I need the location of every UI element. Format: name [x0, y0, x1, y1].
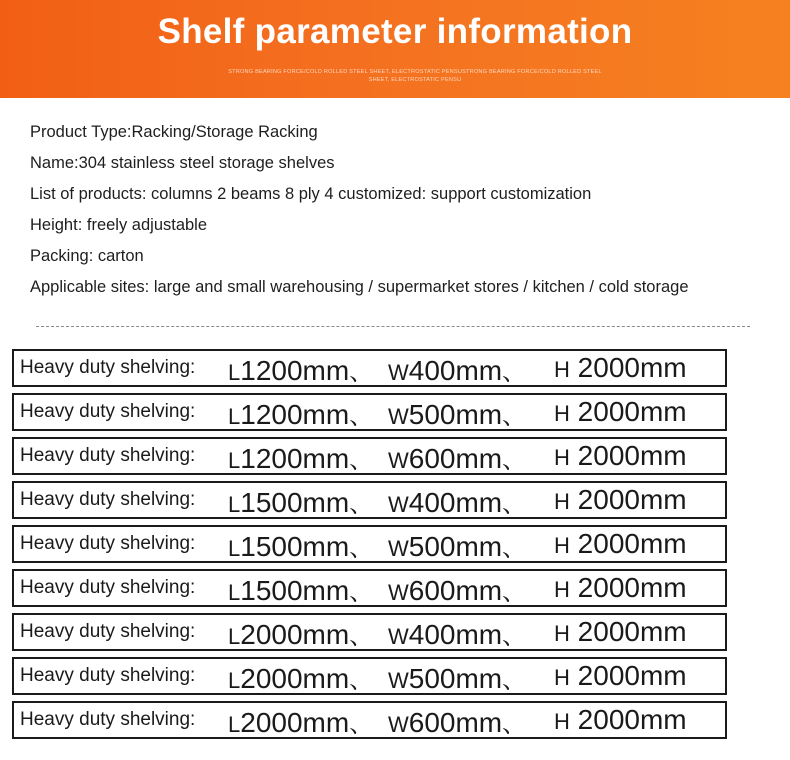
length-value: [228, 616, 373, 651]
separator: 、: [502, 535, 527, 562]
height-value: [554, 484, 687, 516]
size-row: [12, 437, 727, 475]
width-axis-label: W: [388, 404, 409, 429]
height-value: [554, 528, 687, 560]
length-text: 1200mm: [240, 399, 350, 430]
size-row: [12, 481, 727, 519]
height-text: 2000mm: [577, 484, 687, 515]
width-text: 400mm: [408, 487, 503, 518]
spec-height: Height: freely adjustable: [30, 216, 208, 234]
width-text: 400mm: [408, 619, 503, 650]
width-text: 400mm: [408, 355, 503, 386]
height-value: [554, 440, 687, 472]
height-value: [554, 704, 687, 736]
width-value: [388, 616, 526, 651]
length-text: 1500mm: [240, 531, 350, 562]
size-row: [12, 657, 727, 695]
height-axis-label: H: [554, 533, 570, 558]
height-text: 2000mm: [577, 396, 687, 427]
separator: 、: [502, 491, 527, 518]
width-axis-label: W: [388, 448, 409, 473]
width-value: [388, 484, 526, 519]
length-value: [228, 484, 373, 519]
width-value: [388, 572, 526, 607]
height-text: 2000mm: [577, 440, 687, 471]
spec-list-of-products: List of products: columns 2 beams 8 ply 4 customized: support customization: [30, 185, 592, 203]
length-axis-label: L: [228, 360, 241, 385]
length-axis-label: L: [228, 448, 241, 473]
page-subtitle: STRONG BEARING FORCE/COLD ROLLED STEEL SHEET, ELECTROSTATIC PENSUSTRONG BEARING FORCE/COLD ROLLED STEEL SHEET, ELECTROSTATIC PENSU: [228, 69, 602, 83]
width-value: [388, 396, 526, 431]
dashed-divider: [36, 326, 750, 327]
size-row-label: Heavy duty shelving:: [20, 621, 196, 642]
length-value: [228, 704, 373, 739]
length-value: [228, 528, 373, 563]
size-row-label: Heavy duty shelving:: [20, 401, 196, 422]
width-axis-label: W: [388, 580, 409, 605]
size-row: [12, 613, 727, 651]
size-row: [12, 393, 727, 431]
size-row-label: Heavy duty shelving:: [20, 533, 196, 554]
height-axis-label: H: [554, 445, 570, 470]
length-axis-label: L: [228, 404, 241, 429]
width-text: 500mm: [408, 663, 503, 694]
length-axis-label: L: [228, 536, 241, 561]
separator: 、: [349, 623, 374, 650]
size-row-label: Heavy duty shelving:: [20, 665, 196, 686]
height-value: [554, 572, 687, 604]
width-value: [388, 440, 526, 475]
length-value: [228, 396, 373, 431]
size-row: [12, 569, 727, 607]
height-axis-label: H: [554, 665, 570, 690]
width-text: 600mm: [408, 575, 503, 606]
size-row: [12, 525, 727, 563]
separator: 、: [502, 403, 527, 430]
size-row-label: Heavy duty shelving:: [20, 489, 196, 510]
width-value: [388, 660, 526, 695]
width-value: [388, 528, 526, 563]
length-text: 2000mm: [240, 663, 350, 694]
width-text: 500mm: [408, 531, 503, 562]
height-value: [554, 660, 687, 692]
length-text: 1200mm: [240, 355, 350, 386]
length-value: [228, 440, 373, 475]
width-axis-label: W: [388, 492, 409, 517]
height-text: 2000mm: [577, 572, 687, 603]
separator: 、: [349, 711, 374, 738]
width-axis-label: W: [388, 536, 409, 561]
length-value: [228, 660, 373, 695]
width-text: 500mm: [408, 399, 503, 430]
size-row-label: Heavy duty shelving:: [20, 709, 196, 730]
separator: 、: [349, 535, 374, 562]
length-axis-label: L: [228, 712, 241, 737]
length-text: 1500mm: [240, 487, 350, 518]
separator: 、: [349, 359, 374, 386]
height-text: 2000mm: [577, 660, 687, 691]
width-value: [388, 352, 526, 387]
length-value: [228, 572, 373, 607]
spec-name: Name:304 stainless steel storage shelves: [30, 154, 335, 172]
spec-packing: Packing: carton: [30, 247, 144, 265]
spec-list: [30, 120, 689, 306]
height-value: [554, 616, 687, 648]
separator: 、: [502, 579, 527, 606]
length-text: 2000mm: [240, 619, 350, 650]
separator: 、: [349, 491, 374, 518]
spec-product-type: Product Type:Racking/Storage Racking: [30, 123, 318, 141]
height-axis-label: H: [554, 709, 570, 734]
separator: 、: [502, 711, 527, 738]
height-axis-label: H: [554, 357, 570, 382]
separator: 、: [349, 447, 374, 474]
length-axis-label: L: [228, 668, 241, 693]
header-banner: [0, 0, 790, 98]
width-axis-label: W: [388, 668, 409, 693]
separator: 、: [349, 667, 374, 694]
size-row-label: Heavy duty shelving:: [20, 577, 196, 598]
length-axis-label: L: [228, 492, 241, 517]
width-value: [388, 704, 526, 739]
separator: 、: [502, 359, 527, 386]
length-text: 1500mm: [240, 575, 350, 606]
height-axis-label: H: [554, 401, 570, 426]
separator: 、: [349, 403, 374, 430]
separator: 、: [502, 447, 527, 474]
length-axis-label: L: [228, 624, 241, 649]
page-title: Shelf parameter information: [157, 12, 633, 51]
width-axis-label: W: [388, 712, 409, 737]
height-text: 2000mm: [577, 528, 687, 559]
size-row: [12, 349, 727, 387]
height-text: 2000mm: [577, 352, 687, 383]
length-text: 1200mm: [240, 443, 350, 474]
width-text: 600mm: [408, 443, 503, 474]
height-axis-label: H: [554, 577, 570, 602]
separator: 、: [349, 579, 374, 606]
length-text: 2000mm: [240, 707, 350, 738]
width-axis-label: W: [388, 624, 409, 649]
size-row: [12, 701, 727, 739]
height-text: 2000mm: [577, 704, 687, 735]
size-table: [12, 349, 727, 745]
length-value: [228, 352, 373, 387]
height-axis-label: H: [554, 621, 570, 646]
height-text: 2000mm: [577, 616, 687, 647]
separator: 、: [502, 623, 527, 650]
height-value: [554, 352, 687, 384]
width-text: 600mm: [408, 707, 503, 738]
height-axis-label: H: [554, 489, 570, 514]
spec-applicable-sites: Applicable sites: large and small warehousing / supermarket stores / kitchen / cold storage: [30, 278, 689, 296]
length-axis-label: L: [228, 580, 241, 605]
width-axis-label: W: [388, 360, 409, 385]
height-value: [554, 396, 687, 428]
size-row-label: Heavy duty shelving:: [20, 357, 196, 378]
separator: 、: [502, 667, 527, 694]
size-row-label: Heavy duty shelving:: [20, 445, 196, 466]
